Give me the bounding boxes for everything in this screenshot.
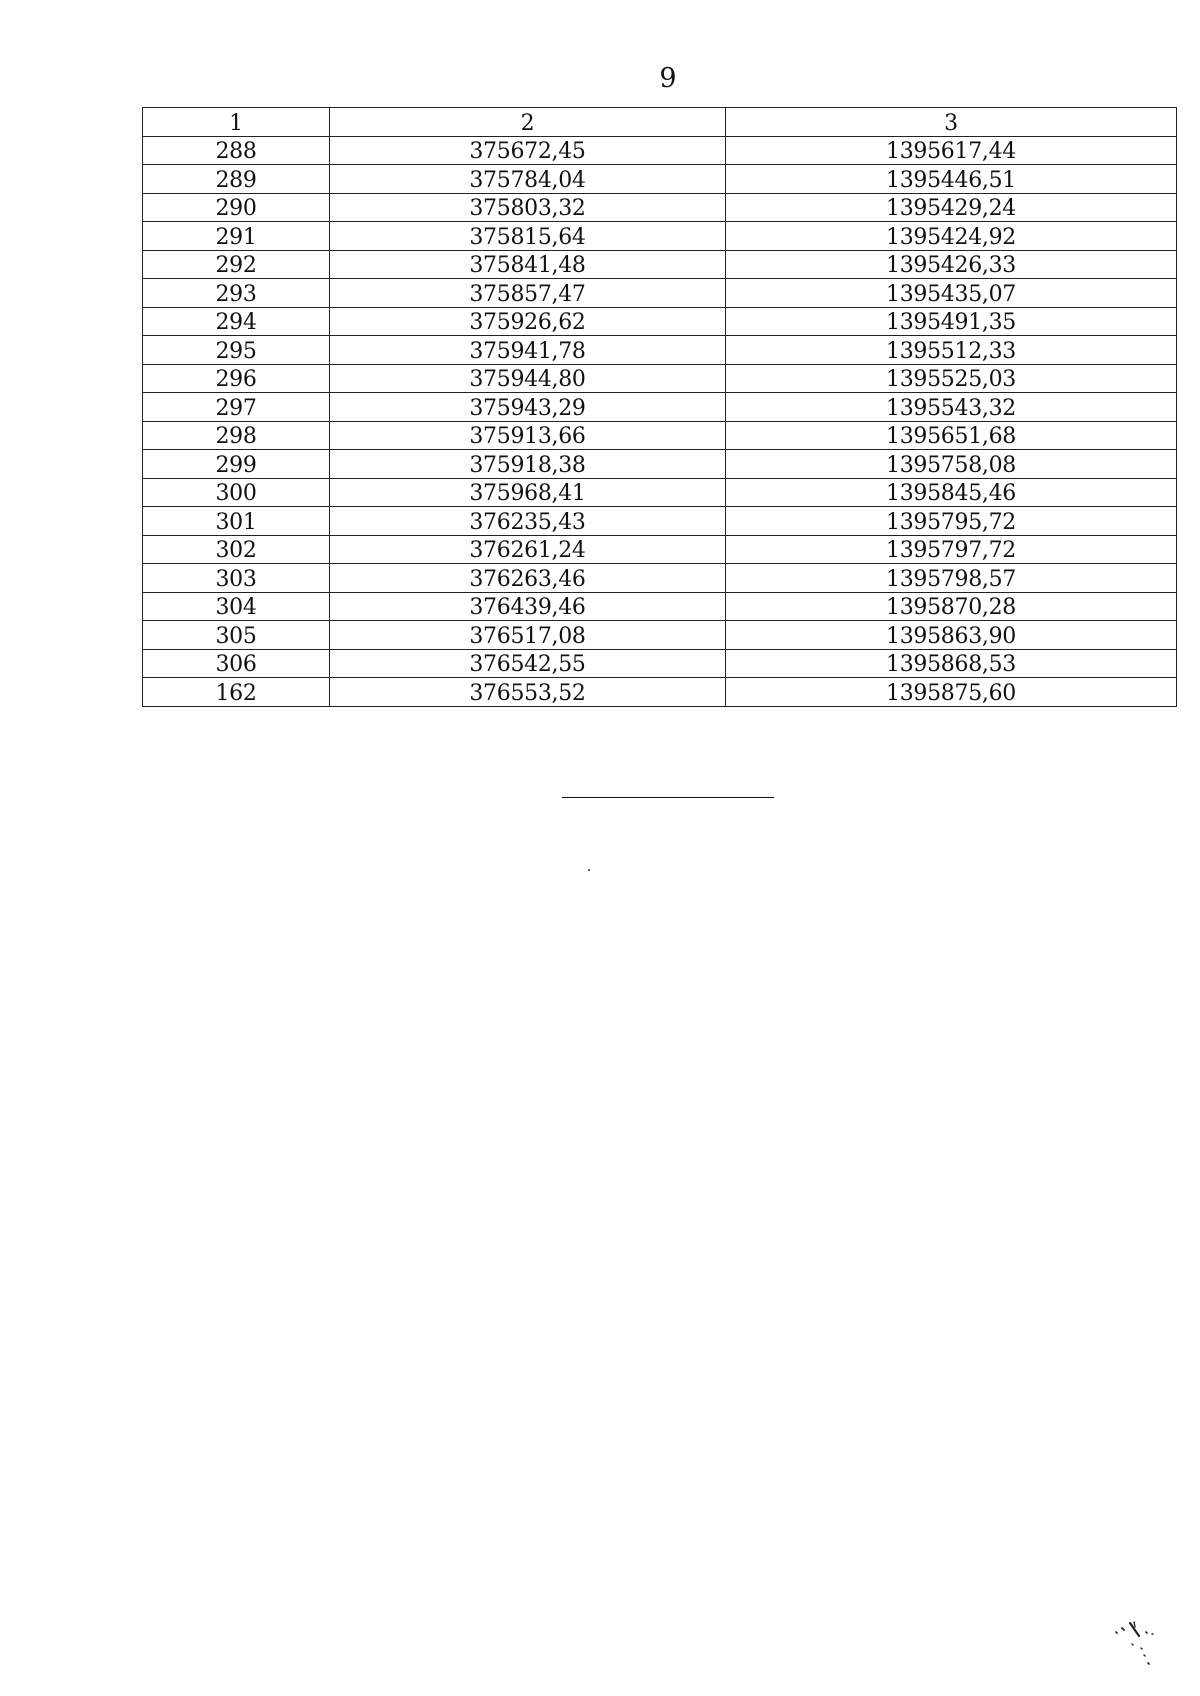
x-coordinate-cell: 375672,45 (330, 136, 726, 165)
x-coordinate-cell: 376261,24 (330, 535, 726, 564)
point-number-cell: 305 (143, 621, 330, 650)
y-coordinate-cell: 1395651,68 (726, 421, 1177, 450)
y-coordinate-cell: 1395435,07 (726, 279, 1177, 308)
y-coordinate-cell: 1395446,51 (726, 165, 1177, 194)
table-row (143, 507, 1177, 536)
table-row (143, 450, 1177, 479)
table-row (143, 307, 1177, 336)
x-coordinate-cell: 376263,46 (330, 564, 726, 593)
column-header-3: 3 (726, 108, 1177, 137)
x-coordinate-cell: 376517,08 (330, 621, 726, 650)
y-coordinate-cell: 1395868,53 (726, 649, 1177, 678)
x-coordinate-cell: 375918,38 (330, 450, 726, 479)
coordinates-table (142, 107, 1177, 707)
x-coordinate-cell: 375943,29 (330, 393, 726, 422)
x-coordinate-cell: 375926,62 (330, 307, 726, 336)
table-row (143, 193, 1177, 222)
y-coordinate-cell: 1395512,33 (726, 336, 1177, 365)
handwritten-mark (1108, 1618, 1168, 1674)
y-coordinate-cell: 1395543,32 (726, 393, 1177, 422)
table-row (143, 621, 1177, 650)
table-row (143, 136, 1177, 165)
x-coordinate-cell: 375968,41 (330, 478, 726, 507)
table-row (143, 222, 1177, 251)
point-number-cell: 162 (143, 678, 330, 707)
table-header-row (143, 108, 1177, 137)
x-coordinate-cell: 376235,43 (330, 507, 726, 536)
point-number-cell: 288 (143, 136, 330, 165)
point-number-cell: 301 (143, 507, 330, 536)
y-coordinate-cell: 1395845,46 (726, 478, 1177, 507)
point-number-cell: 295 (143, 336, 330, 365)
table-row (143, 678, 1177, 707)
point-number-cell: 292 (143, 250, 330, 279)
x-coordinate-cell: 375941,78 (330, 336, 726, 365)
x-coordinate-cell: 376553,52 (330, 678, 726, 707)
table-row (143, 421, 1177, 450)
point-number-cell: 303 (143, 564, 330, 593)
x-coordinate-cell: 376542,55 (330, 649, 726, 678)
x-coordinate-cell: 375815,64 (330, 222, 726, 251)
table-row (143, 336, 1177, 365)
point-number-cell: 300 (143, 478, 330, 507)
table-row (143, 478, 1177, 507)
y-coordinate-cell: 1395429,24 (726, 193, 1177, 222)
point-number-cell: 289 (143, 165, 330, 194)
column-header-1: 1 (143, 108, 330, 137)
point-number-cell: 304 (143, 592, 330, 621)
table-row (143, 250, 1177, 279)
y-coordinate-cell: 1395863,90 (726, 621, 1177, 650)
y-coordinate-cell: 1395426,33 (726, 250, 1177, 279)
y-coordinate-cell: 1395424,92 (726, 222, 1177, 251)
point-number-cell: 306 (143, 649, 330, 678)
scan-speck (588, 869, 590, 871)
y-coordinate-cell: 1395875,60 (726, 678, 1177, 707)
y-coordinate-cell: 1395525,03 (726, 364, 1177, 393)
point-number-cell: 298 (143, 421, 330, 450)
x-coordinate-cell: 375784,04 (330, 165, 726, 194)
point-number-cell: 302 (143, 535, 330, 564)
y-coordinate-cell: 1395758,08 (726, 450, 1177, 479)
y-coordinate-cell: 1395870,28 (726, 592, 1177, 621)
y-coordinate-cell: 1395798,57 (726, 564, 1177, 593)
x-coordinate-cell: 375857,47 (330, 279, 726, 308)
table-row (143, 364, 1177, 393)
point-number-cell: 297 (143, 393, 330, 422)
table-row (143, 649, 1177, 678)
point-number-cell: 291 (143, 222, 330, 251)
x-coordinate-cell: 375841,48 (330, 250, 726, 279)
point-number-cell: 299 (143, 450, 330, 479)
x-coordinate-cell: 376439,46 (330, 592, 726, 621)
table-row (143, 592, 1177, 621)
x-coordinate-cell: 375913,66 (330, 421, 726, 450)
point-number-cell: 293 (143, 279, 330, 308)
y-coordinate-cell: 1395795,72 (726, 507, 1177, 536)
point-number-cell: 296 (143, 364, 330, 393)
table-row (143, 165, 1177, 194)
table-row (143, 564, 1177, 593)
end-of-document-rule (562, 797, 774, 798)
page-number: 9 (659, 63, 677, 94)
table-row (143, 535, 1177, 564)
y-coordinate-cell: 1395491,35 (726, 307, 1177, 336)
table-row (143, 393, 1177, 422)
table-row (143, 279, 1177, 308)
point-number-cell: 294 (143, 307, 330, 336)
y-coordinate-cell: 1395617,44 (726, 136, 1177, 165)
x-coordinate-cell: 375944,80 (330, 364, 726, 393)
column-header-2: 2 (330, 108, 726, 137)
point-number-cell: 290 (143, 193, 330, 222)
x-coordinate-cell: 375803,32 (330, 193, 726, 222)
y-coordinate-cell: 1395797,72 (726, 535, 1177, 564)
